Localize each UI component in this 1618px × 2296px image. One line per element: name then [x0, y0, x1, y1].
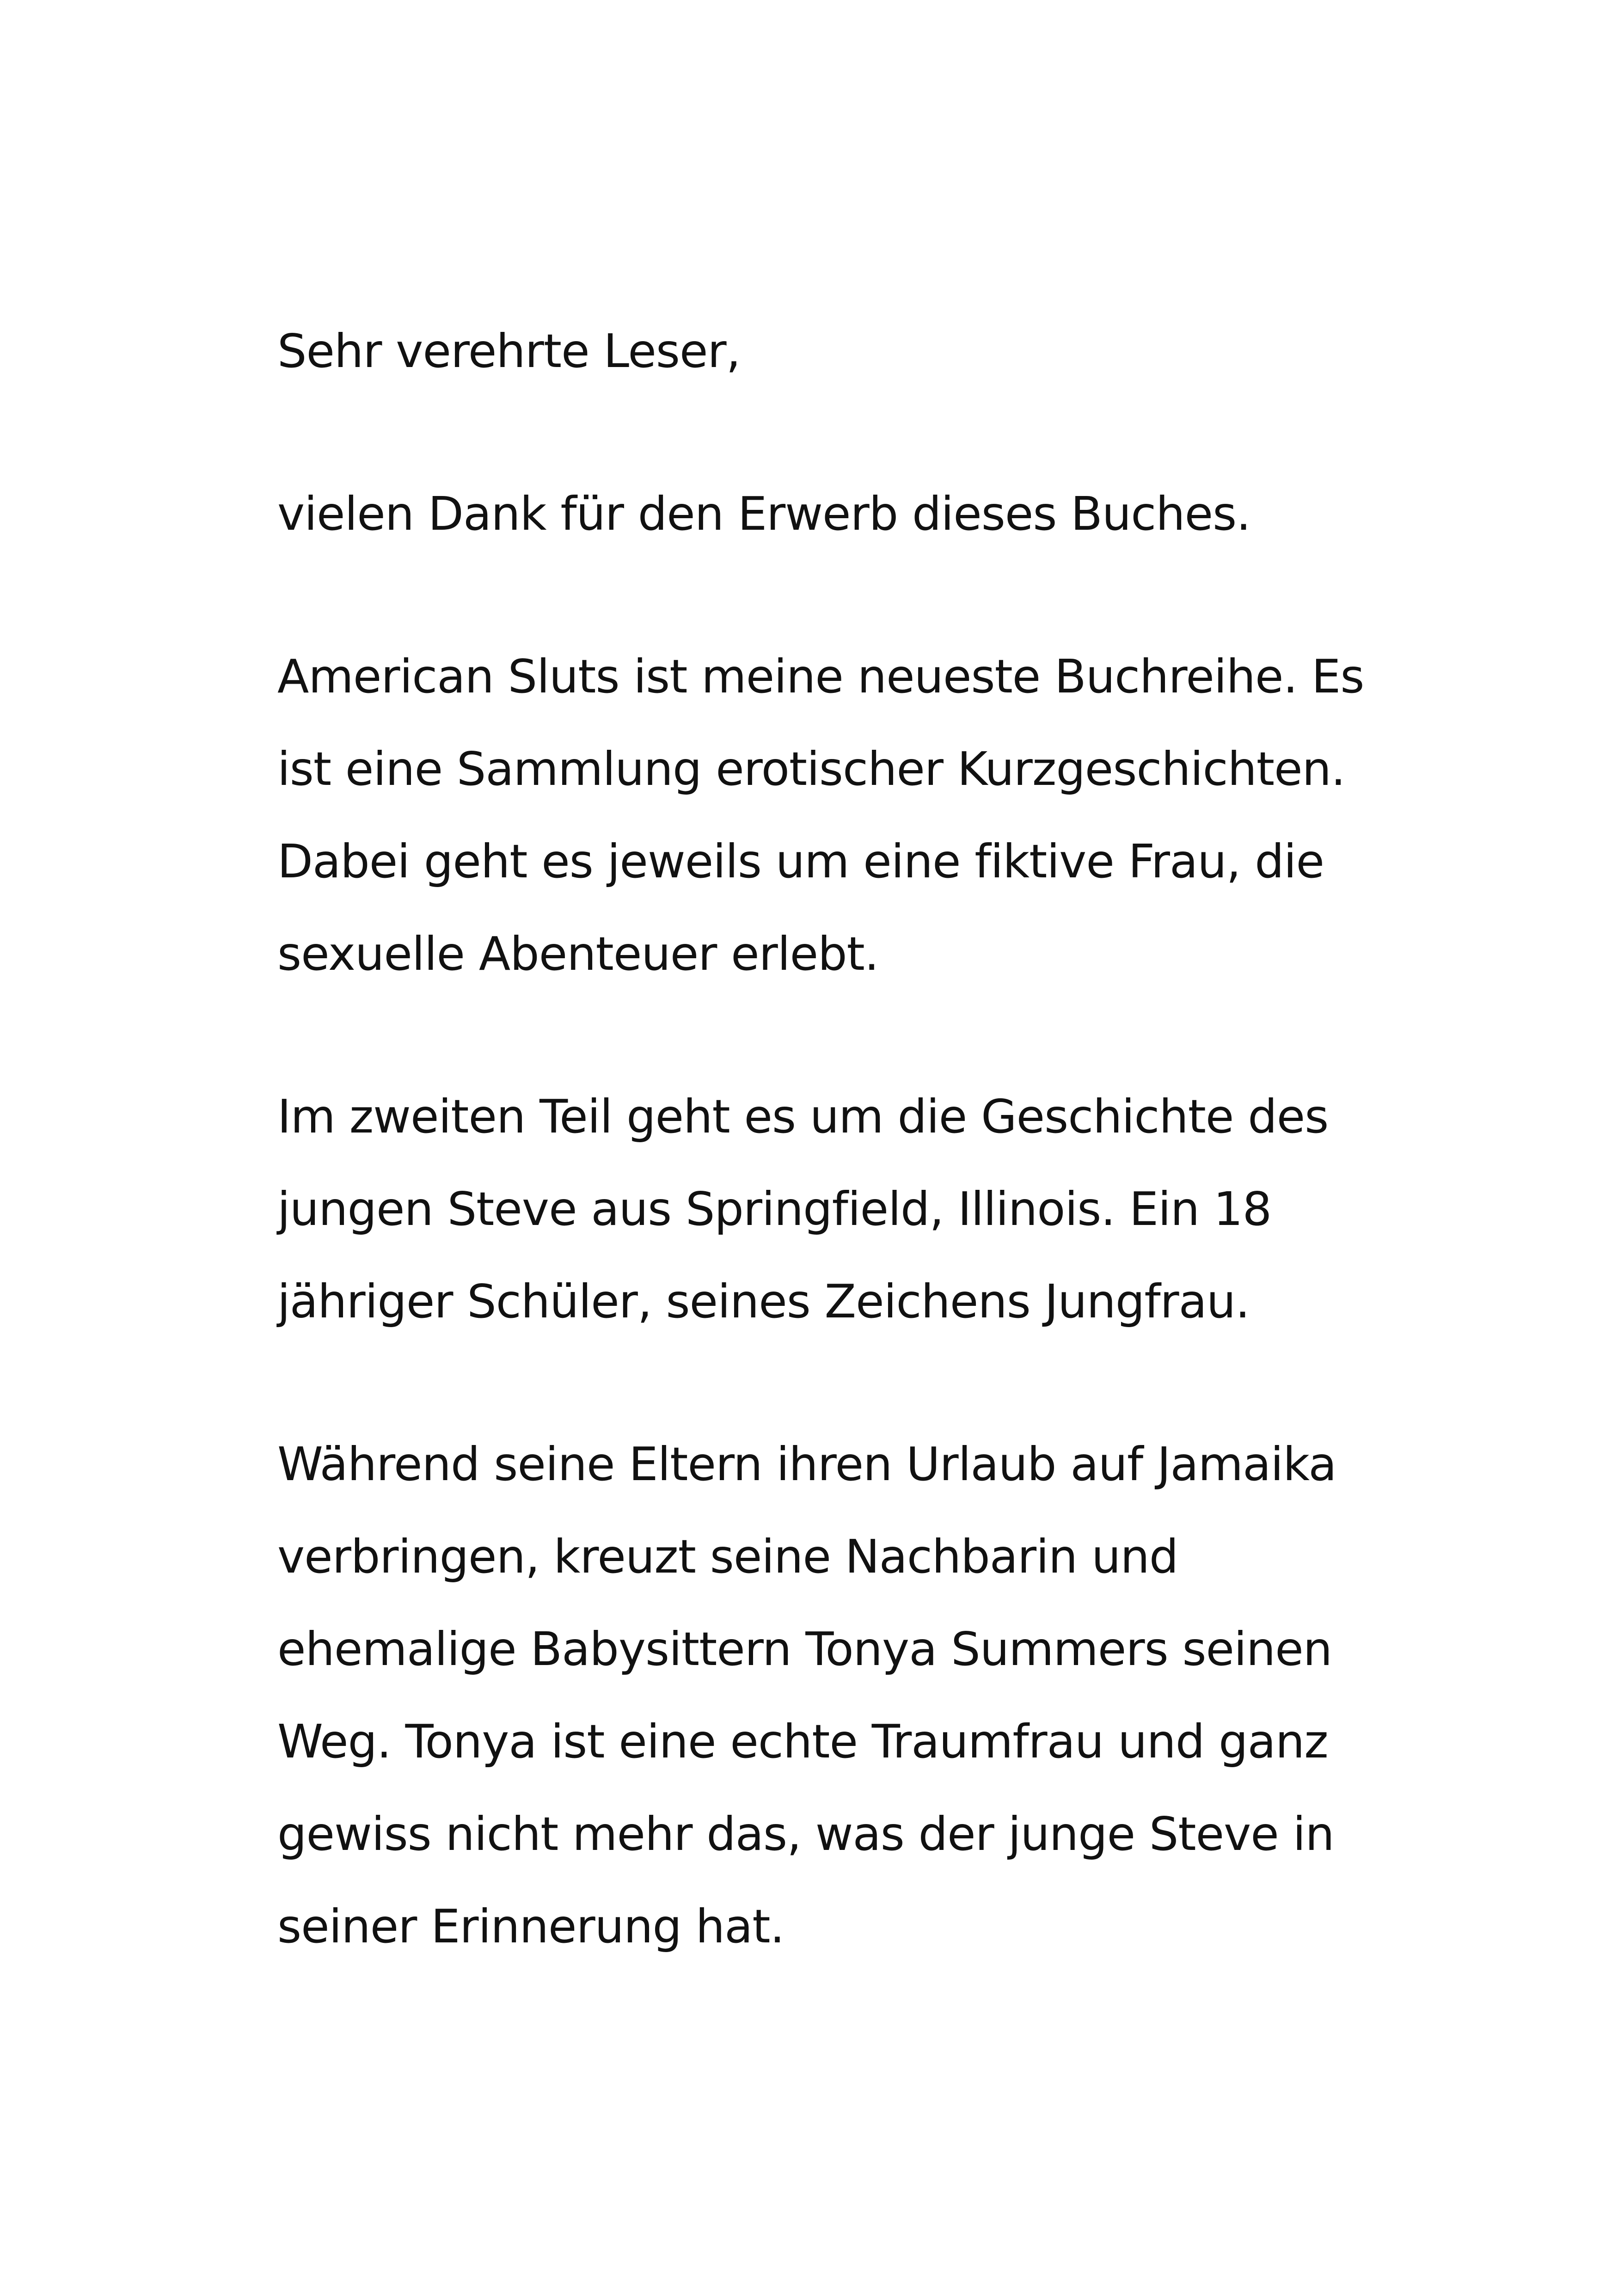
text-line: seiner Erinnerung hat. — [277, 1899, 784, 1953]
text-line: gewiss nicht mehr das, was der junge Steve in — [277, 1807, 1334, 1861]
paragraph-spacer — [277, 1348, 1387, 1418]
text-line: American Sluts ist meine neueste Buchreihe. Es — [277, 649, 1364, 704]
text-line: vielen Dank für den Erwerb dieses Buches. — [277, 487, 1250, 541]
paragraph-spacer — [277, 560, 1387, 631]
text-line: ist eine Sammlung erotischer Kurzgeschichten. — [277, 742, 1345, 796]
salutation: Sehr verehrte Leser, — [277, 324, 741, 378]
paragraph-story-summary — [277, 1418, 1387, 1973]
text-line: sexuelle Abenteuer erlebt. — [277, 927, 879, 981]
text-line: Dabei geht es jeweils um eine fiktive Frau, die — [277, 834, 1324, 888]
text-line: jähriger Schüler, seines Zeichens Jungfrau. — [277, 1274, 1250, 1329]
paragraph-thanks — [277, 468, 1387, 560]
paragraph-part-two — [277, 1071, 1387, 1348]
paragraph-series-intro — [277, 631, 1387, 1000]
paragraph-spacer — [277, 1000, 1387, 1071]
text-line: ehemalige Babysittern Tonya Summers seinen — [277, 1622, 1332, 1676]
letter-body — [277, 305, 1387, 1973]
text-line: verbringen, kreuzt seine Nachbarin und — [277, 1530, 1178, 1584]
paragraph-spacer — [277, 398, 1387, 468]
text-line: Im zweiten Teil geht es um die Geschichte des — [277, 1090, 1329, 1144]
text-line: jungen Steve aus Springfield, Illinois. Ein 18 — [277, 1182, 1272, 1236]
text-line: Weg. Tonya ist eine echte Traumfrau und ganz — [277, 1714, 1328, 1769]
text-line: Während seine Eltern ihren Urlaub auf Jamaika — [277, 1437, 1336, 1491]
